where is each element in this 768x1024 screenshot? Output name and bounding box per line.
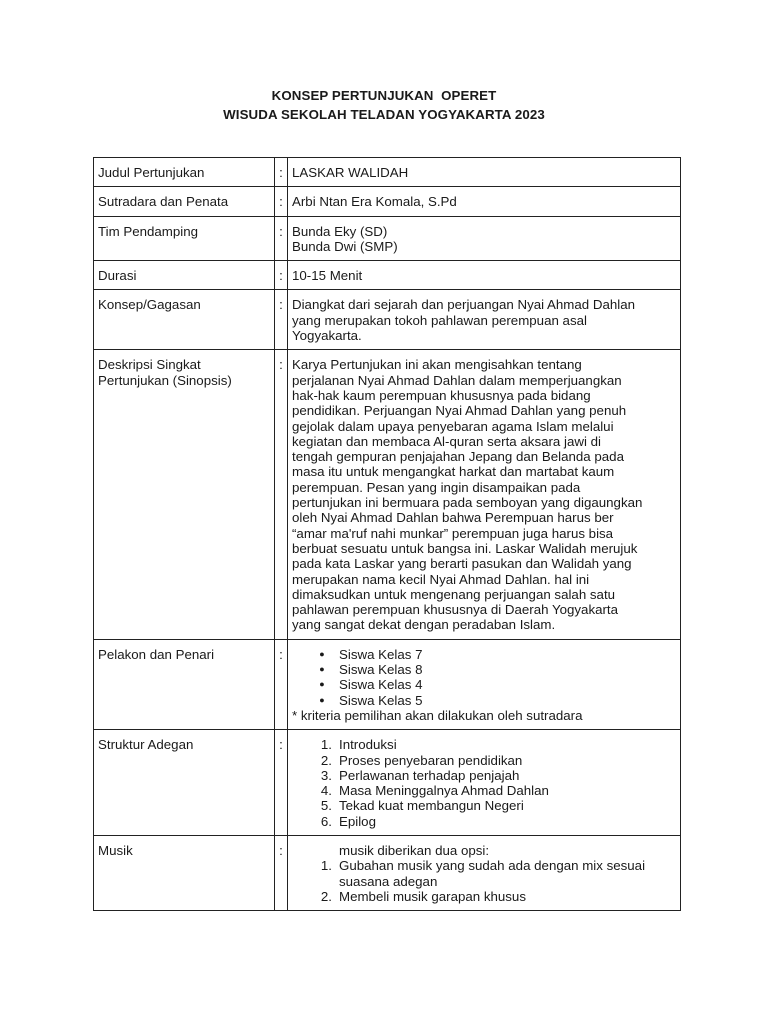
musik-item-line: Gubahan musik yang sudah ada dengan mix sesuai — [339, 858, 646, 874]
sinopsis-line: gejolak dalam upaya penyebaran agama Islam melalui — [292, 418, 614, 434]
row-struktur — [94, 730, 681, 836]
list-item — [292, 677, 676, 692]
musik-item: Membeli musik garapan khusus — [339, 888, 526, 904]
label-durasi: Durasi — [94, 261, 275, 290]
row-judul — [94, 158, 681, 187]
struktur-list — [292, 737, 676, 829]
list-item — [292, 753, 676, 768]
value-pelakon — [288, 639, 681, 729]
colon: : — [275, 350, 288, 639]
list-item — [292, 693, 676, 708]
struktur-item: Perlawanan terhadap penjajah — [339, 767, 520, 783]
row-durasi — [94, 261, 681, 290]
colon: : — [275, 290, 288, 350]
bullet-icon: ● — [319, 648, 325, 659]
colon: : — [275, 835, 288, 910]
list-number: 1. — [320, 737, 332, 753]
struktur-item: Proses penyebaran pendidikan — [339, 752, 523, 768]
musik-intro: musik diberikan dua opsi: — [339, 842, 490, 858]
row-musik — [94, 835, 681, 910]
sinopsis-line: berbuat sesuatu untuk bangsa ini. Laskar Walidah merujuk — [292, 540, 638, 556]
row-deskripsi — [94, 350, 681, 639]
struktur-item: Tekad kuat membangun Negeri — [339, 798, 524, 814]
value-konsep — [288, 290, 681, 350]
sinopsis-line: perjalanan Nyai Ahmad Dahlan dalam memperjuangkan — [292, 372, 622, 388]
list-item — [292, 814, 676, 829]
list-item — [292, 737, 676, 752]
pelakon-item: Siswa Kelas 4 — [339, 677, 423, 693]
sinopsis-line: masa itu untuk mengangkat harkat dan martabat kaum — [292, 464, 615, 480]
sinopsis-line: Karya Pertunjukan ini akan mengisahkan tentang — [292, 357, 582, 373]
concept-table — [93, 157, 681, 911]
label-judul: Judul Pertunjukan — [94, 158, 275, 187]
sinopsis-line: oleh Nyai Ahmad Dahlan bahwa Perempuan harus ber — [292, 510, 614, 526]
document-title — [0, 86, 768, 124]
colon: : — [275, 158, 288, 187]
sinopsis-line: merupakan nama kecil Nyai Ahmad Dahlan. hal ini — [292, 571, 590, 587]
label-tim: Tim Pendamping — [94, 216, 275, 261]
musik-item-line: suasana adegan — [339, 873, 438, 889]
colon: : — [275, 730, 288, 836]
konsep-line: Diangkat dari sejarah dan perjuangan Nyai Ahmad Dahlan — [292, 297, 635, 313]
list-item — [292, 768, 676, 783]
colon: : — [275, 187, 288, 216]
colon: : — [275, 216, 288, 261]
row-sutradara — [94, 187, 681, 216]
sinopsis-line: pada kata Laskar yang berarti pasukan dan Walidah yang — [292, 556, 632, 572]
value-sutradara: Arbi Ntan Era Komala, S.Pd — [288, 187, 681, 216]
list-number: 5. — [320, 798, 332, 814]
list-number: 2. — [320, 888, 332, 904]
sinopsis-line: kegiatan dan membaca Al-quran serta aksara jawi di — [292, 433, 601, 449]
list-number: 1. — [320, 858, 332, 874]
value-tim — [288, 216, 681, 261]
list-item — [292, 889, 676, 904]
title-line-2: WISUDA SEKOLAH TELADAN YOGYAKARTA 2023 — [223, 107, 545, 122]
row-pelakon — [94, 639, 681, 729]
bullet-icon: ● — [319, 694, 325, 705]
row-konsep — [94, 290, 681, 350]
konsep-line: Yogyakarta. — [292, 328, 362, 344]
deskripsi-label-line: Deskripsi Singkat — [98, 357, 201, 373]
pelakon-item: Siswa Kelas 8 — [339, 662, 423, 678]
value-deskripsi — [288, 350, 681, 639]
colon: : — [275, 639, 288, 729]
musik-list — [292, 858, 676, 904]
value-struktur — [288, 730, 681, 836]
sinopsis-line: pendidikan. Perjuangan Nyai Ahmad Dahlan yang penuh — [292, 403, 627, 419]
pelakon-item: Siswa Kelas 5 — [339, 692, 423, 708]
label-pelakon: Pelakon dan Penari — [94, 639, 275, 729]
list-number: 6. — [320, 813, 332, 829]
value-musik — [288, 835, 681, 910]
title-line-1: KONSEP PERTUNJUKAN OPERET — [271, 88, 497, 103]
struktur-item: Masa Meninggalnya Ahmad Dahlan — [339, 783, 549, 799]
sinopsis-line: pahlawan perempuan khususnya di Daerah Yogyakarta — [292, 602, 619, 618]
label-deskripsi — [94, 350, 275, 639]
list-item — [292, 647, 676, 662]
label-struktur: Struktur Adegan — [94, 730, 275, 836]
list-number: 4. — [320, 783, 332, 799]
sinopsis-line: yang sangat dekat dengan peradaban Islam. — [292, 617, 556, 633]
konsep-line: yang merupakan tokoh pahlawan perempuan asal — [292, 312, 587, 328]
sinopsis-line: pertunjukan ini bermuara pada semboyan yang digaungkan — [292, 495, 643, 511]
pelakon-item: Siswa Kelas 7 — [339, 646, 423, 662]
struktur-item: Introduksi — [339, 737, 397, 753]
sinopsis-line: hak-hak kaum perempuan khususnya pada bidang — [292, 387, 591, 403]
sinopsis-line: perempuan. Pesan yang ingin disampaikan pada — [292, 479, 581, 495]
struktur-item: Epilog — [339, 813, 376, 829]
pelakon-list — [292, 647, 676, 708]
sinopsis-line: dimaksudkan untuk mengenang perjuangan salah satu — [292, 586, 616, 602]
label-konsep: Konsep/Gagasan — [94, 290, 275, 350]
label-musik: Musik — [94, 835, 275, 910]
row-tim — [94, 216, 681, 261]
list-item — [292, 858, 676, 889]
list-number: 2. — [320, 752, 332, 768]
sinopsis-line: “amar ma'ruf nahi munkar” perempuan juga harus bisa — [292, 525, 614, 541]
list-item — [292, 662, 676, 677]
value-durasi: 10-15 Menit — [288, 261, 681, 290]
pelakon-note: * kriteria pemilihan akan dilakukan oleh sutradara — [292, 707, 583, 723]
list-item — [292, 783, 676, 798]
bullet-icon: ● — [319, 679, 325, 690]
value-judul: LASKAR WALIDAH — [288, 158, 681, 187]
label-sutradara: Sutradara dan Penata — [94, 187, 275, 216]
bullet-icon: ● — [319, 664, 325, 675]
tim-line: Bunda Dwi (SMP) — [292, 238, 398, 254]
deskripsi-label-line: Pertunjukan (Sinopsis) — [98, 372, 232, 388]
tim-line: Bunda Eky (SD) — [292, 223, 388, 239]
list-item — [292, 798, 676, 813]
sinopsis-line: tengah gempuran penjajahan Jepang dan Belanda pada — [292, 449, 624, 465]
list-number: 3. — [320, 767, 332, 783]
colon: : — [275, 261, 288, 290]
